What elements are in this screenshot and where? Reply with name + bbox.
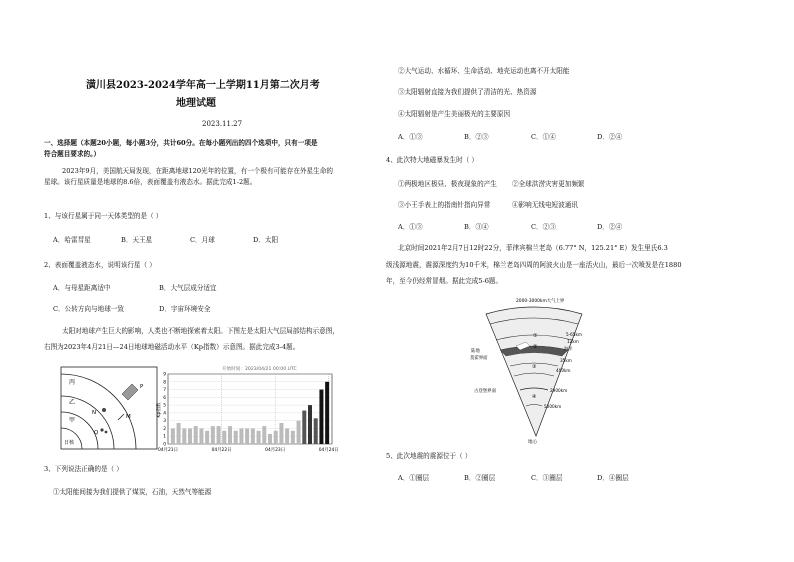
q3-statement-3: ③太阳辐射直接为我们提供了清洁的光、热资源 — [398, 88, 537, 96]
chart-y-tick: 0 — [163, 442, 166, 448]
chart-bar — [268, 434, 272, 444]
gutenberg-label: 古登堡界面 — [474, 389, 496, 394]
question-4: 4、此次特大地磁暴发生时（ ） — [386, 156, 479, 164]
chart-x-tick: 04月23日 — [265, 448, 286, 453]
chart-bar — [245, 428, 249, 444]
chart-bar — [251, 428, 255, 444]
q3-statement-2: ②大气运动、水循环、生命活动、地壳运动也离不开太阳能 — [398, 67, 570, 75]
layer-1-mark: ① — [533, 333, 538, 339]
q1-option-b[interactable]: B．天王星 — [121, 236, 153, 244]
land-label: 陆地 — [471, 349, 480, 354]
chart-bar — [285, 428, 289, 444]
chart-y-tick: 5 — [163, 403, 166, 409]
chart-bar — [177, 423, 181, 444]
chart-bar — [314, 418, 318, 444]
depth-7: 5000km — [544, 404, 562, 409]
atmosphere-top-label: 2000-3000km大气上界 — [516, 299, 565, 304]
chart-bar — [211, 426, 215, 444]
chart-bar — [308, 405, 312, 444]
chart-bar — [171, 428, 175, 444]
q5-option-c[interactable]: C．③圈层 — [531, 474, 563, 482]
exam-title: 潢川县2023-2024学年高一上学期11月第二次月考 — [86, 80, 320, 91]
sun-structure-figure — [60, 366, 160, 454]
label-p: P — [140, 384, 144, 390]
q3-option-d[interactable]: D．②④ — [597, 133, 623, 141]
q3-option-c[interactable]: C．①④ — [531, 133, 556, 141]
q3-option-a[interactable]: A．①③ — [398, 133, 423, 141]
label-m: M — [126, 414, 131, 420]
chart-note: 开始时间：2023/04/21 00:00 UTC — [222, 367, 297, 372]
chart-bar — [239, 428, 243, 444]
question-1: 1、与该行星属于同一天体类型的是（ ） — [44, 212, 163, 220]
sun-core-label: 日核 — [64, 440, 75, 446]
chart-bar — [228, 426, 232, 444]
q1-option-a[interactable]: A．哈雷彗星 — [53, 236, 91, 244]
passage-2: 太阳对地球产生巨大的影响，人类也不断地探索着太阳。下图左是太阳大气层局部结构示意图， — [62, 327, 339, 335]
exam-date: 2023.11.27 — [202, 120, 243, 128]
passage-3-cont2: 年，至今仍经常冒烟。据此完成5-6题。 — [386, 277, 503, 285]
chart-bar — [257, 431, 261, 444]
q3-statement-1: ①太阳能间接为我们提供了煤炭，石油，天然气等能源 — [53, 488, 212, 496]
chart-bar — [302, 411, 306, 444]
depth-5: 400km — [556, 368, 571, 373]
q3-option-b[interactable]: B．②③ — [464, 133, 489, 141]
label-n: N — [92, 410, 97, 416]
layer-2-mark: ② — [533, 344, 538, 350]
q2-option-d[interactable]: D．宇宙环境安全 — [159, 305, 211, 313]
moho-label: 莫霍界面 — [470, 356, 488, 361]
chart-x-tick: 04月24日 — [318, 448, 339, 453]
chart-bar — [274, 431, 278, 444]
chart-bar — [188, 428, 192, 444]
chart-y-tick: 1 — [163, 434, 166, 440]
depth-3: 海洋 — [564, 346, 573, 351]
chart-bar — [297, 421, 301, 444]
layer-b-label: 乙 — [69, 399, 76, 406]
question-3: 3、下列说法正确的是（ ） — [44, 465, 123, 473]
chart-bar — [319, 390, 323, 444]
depth-2: 12km — [567, 339, 579, 344]
section1-header-cont: 符合题目要求的。） — [44, 150, 101, 158]
chart-y-tick: 9 — [163, 372, 166, 378]
question-5: 5、此次地震的震源位于（ ） — [386, 452, 472, 460]
chart-bar — [194, 426, 198, 444]
chart-bar — [262, 426, 266, 444]
q4-option-b[interactable]: B．③④ — [464, 223, 489, 231]
q4-statement-2: ②全球洪涝灾害更加频繁 — [512, 180, 585, 188]
depth-4: 35km — [560, 358, 572, 363]
chart-x-tick: 04月22日 — [211, 448, 232, 453]
earth-interior-figure — [470, 294, 600, 444]
section1-header: 一、选择题（本题20小题，每小题3分，共计60分。在每小题列出的四个选项中，只有一项是 — [44, 139, 318, 147]
chart-y-tick: 7 — [163, 388, 166, 394]
q2-option-c[interactable]: C．公转方向与地球一致 — [53, 305, 124, 313]
q2-option-a[interactable]: A．与母星距离适中 — [53, 284, 111, 292]
earth-center-label: 地心 — [528, 440, 538, 444]
chart-bar — [325, 382, 329, 444]
q1-option-c[interactable]: C．月球 — [190, 236, 215, 244]
chart-bar — [291, 431, 295, 444]
q5-option-a[interactable]: A．①圈层 — [398, 474, 430, 482]
q1-option-d[interactable]: D．太阳 — [253, 236, 279, 244]
chart-x-tick: 04月21日 — [158, 448, 178, 453]
q4-option-d[interactable]: D．②④ — [597, 223, 623, 231]
q4-statement-4: ④影响无线电短波通讯 — [512, 201, 578, 209]
question-2: 2、表面覆盖液态水，说明该行星（ ） — [44, 261, 156, 269]
chart-y-tick: 3 — [163, 419, 166, 425]
q5-option-b[interactable]: B．②圈层 — [464, 474, 496, 482]
chart-y-label: Kp指数 — [157, 402, 162, 418]
chart-y-tick: 4 — [163, 411, 166, 417]
layer-c-label: 丙 — [69, 379, 76, 386]
layer-a-label: 甲 — [69, 417, 76, 424]
depth-1: 5-65km — [566, 332, 583, 337]
chart-y-tick: 8 — [163, 380, 166, 386]
passage-2-cont: 右图为2023年4月21日—24日地球地磁活动水平（Kp指数）示意图。据此完成3-4题。 — [44, 343, 300, 351]
q4-statement-3: ③小王手表上的指南针指向异常 — [398, 201, 491, 209]
q4-option-c[interactable]: C．②③ — [531, 223, 556, 231]
q5-option-d[interactable]: D．④圈层 — [597, 474, 629, 482]
chart-bar — [234, 431, 238, 444]
q4-statement-1: ①两极地区极昼、极夜现象的产生 — [398, 180, 497, 188]
subject-title: 地理试题 — [176, 98, 216, 109]
chart-bar — [217, 426, 221, 444]
depth-6: 2900km — [550, 388, 568, 393]
chart-frame — [168, 374, 332, 444]
chart-bar — [205, 431, 209, 444]
passage-1: 2023年9月，美国航天局发现，在距离地球120光年的位置，有一个极有可能存在外星生命的 — [62, 167, 333, 175]
chart-bar — [199, 428, 203, 444]
chart-y-tick: 2 — [163, 426, 166, 432]
passage-3-cont: 级浅源地震，震源深度约为10千米，棉兰老岛四周的阿波火山是一座活火山，最后一次喷发是在1880 — [386, 261, 682, 269]
layer-3-mark: ③ — [532, 364, 537, 370]
passage-1-cont: 星球。该行星质量是地球的8.6倍，表面覆盖有液态水。据此完成1-2题。 — [44, 178, 257, 186]
layer-4-mark: ④ — [532, 394, 537, 400]
q4-option-a[interactable]: A．①③ — [398, 223, 423, 231]
q3-statement-4: ④太阳辐射是产生美丽极光的主要原因 — [398, 110, 511, 118]
label-q: Q — [94, 430, 99, 436]
passage-3: 北京时间2021年2月7日12时22分，菲律宾棉兰老岛（6.77° N，125.21° E）发生里氏6.3 — [398, 244, 668, 252]
chart-bar — [222, 431, 226, 444]
chart-bar — [279, 423, 283, 444]
kp-index-chart — [150, 362, 342, 458]
chart-bar — [182, 428, 186, 444]
q2-option-b[interactable]: B．大气层成分适宜 — [159, 284, 217, 292]
chart-y-tick: 6 — [163, 395, 166, 401]
